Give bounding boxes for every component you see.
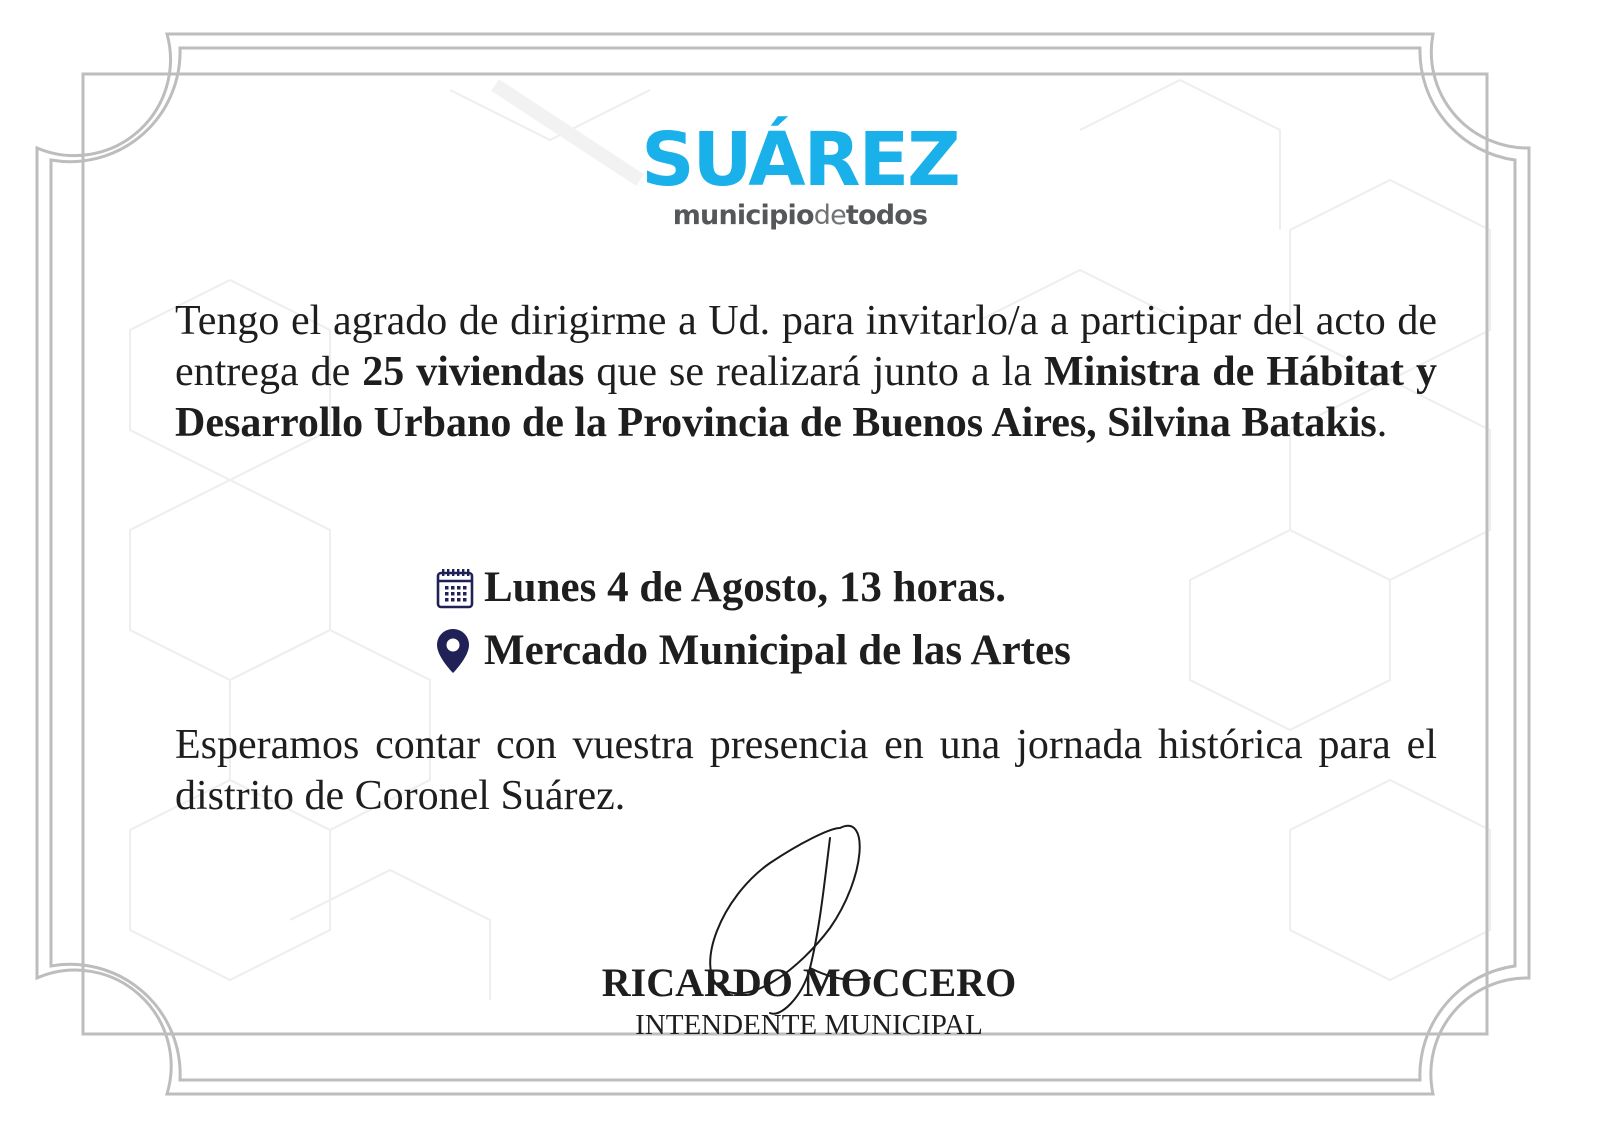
brand-tagline <box>0 200 1600 232</box>
guest-name: Ministra de Hábitat y Desarrollo Urbano de la Provincia de Buenos Aires, Silvina Batakis <box>175 349 1438 446</box>
housing-count: 25 viviendas <box>362 349 585 395</box>
signatory-title: INTENDENTE MUNICIPAL <box>635 1009 983 1041</box>
paragraph-mid: que se realizará junto a la <box>584 349 1044 395</box>
tagline-municipio: municipio <box>672 200 814 231</box>
location-pin-icon <box>436 628 484 674</box>
signatory-name: RICARDO MOCCERO <box>601 960 1017 1005</box>
tagline-todos: todos <box>845 200 928 231</box>
event-location-row <box>436 619 1071 682</box>
event-date-row <box>436 556 1071 619</box>
tagline-de: de <box>813 200 846 231</box>
closing-paragraph: Esperamos contar con vuestra presencia en una jornada histórica para el distrito de Coronel Suárez. <box>175 722 1437 819</box>
brand-name: SUÁREZ <box>641 117 959 203</box>
event-date: Lunes 4 de Agosto, 13 horas. <box>484 564 1007 611</box>
paragraph-intro: Tengo el agrado de dirigirme a Ud. para invitarlo/a a participar del acto de entrega de <box>175 298 1437 395</box>
brand-logo <box>0 117 1600 232</box>
invitation-paragraph <box>175 296 1437 449</box>
paragraph-end: . <box>1376 400 1388 446</box>
event-details <box>436 556 1071 682</box>
event-location: Mercado Municipal de las Artes <box>484 627 1071 674</box>
calendar-icon <box>436 567 484 609</box>
